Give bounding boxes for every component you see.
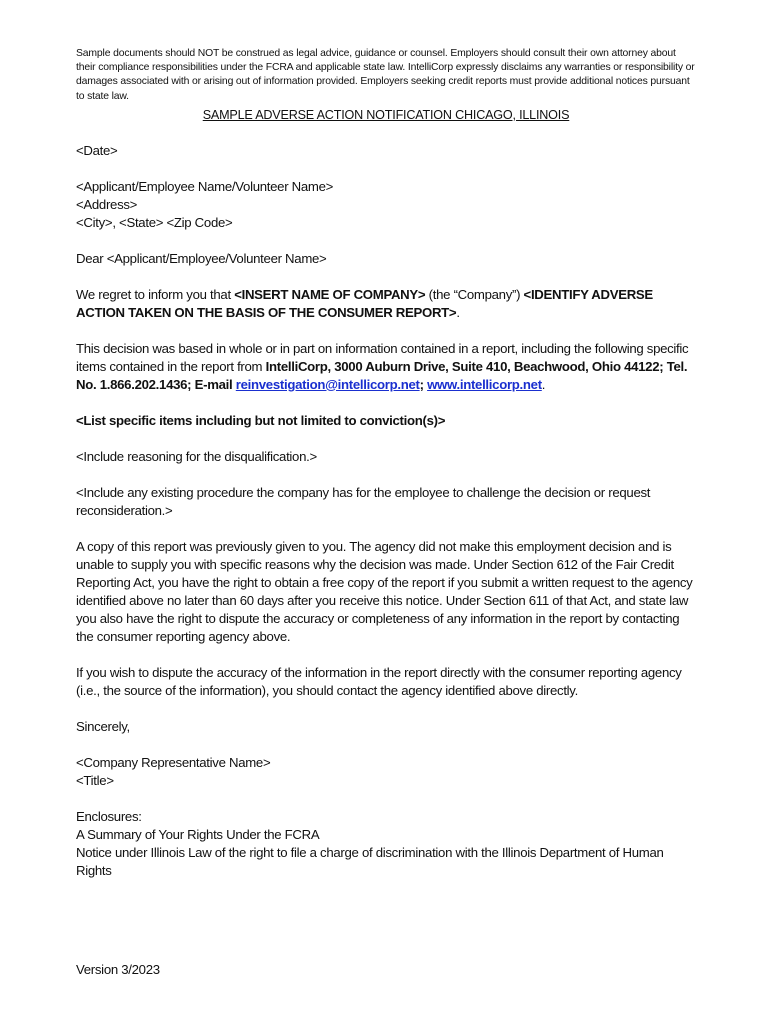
paragraph-regret xyxy=(76,286,696,322)
enclosure-item: A Summary of Your Rights Under the FCRA xyxy=(76,826,320,842)
salutation: Dear <Applicant/Employee/Volunteer Name> xyxy=(76,250,327,266)
website-link[interactable]: www.intellicorp.net xyxy=(427,376,542,392)
closing: Sincerely, xyxy=(76,718,130,734)
regret-pre: We regret to inform you that xyxy=(76,286,235,302)
disclaimer-text: Sample documents should NOT be construed as legal advice, guidance or counsel. Employers should consult their own attorney about their compliance responsibilities under the FCRA and applicable state law. IntelliCorp expressly disclaims any warranties or responsibility or damages associated with or arising out of information provided. Employers seeking credit reports must provide additional notices pursuant to state law. xyxy=(76,48,695,102)
letter-body xyxy=(76,142,696,880)
representative-title: <Title> xyxy=(76,772,114,788)
representative-name: <Company Representative Name> xyxy=(76,754,271,770)
paragraph-decision xyxy=(76,340,696,394)
decision-post: . xyxy=(541,376,546,392)
company-placeholder: <INSERT NAME OF COMPANY> xyxy=(234,286,426,302)
recipient-city-line: <City>, <State> <Zip Code> xyxy=(76,214,233,230)
adverse-action-placeholder: <IDENTIFY ADVERSE ACTION TAKEN ON THE BASIS OF THE CONSUMER REPORT> xyxy=(76,286,653,320)
paragraph-copy-rights: A copy of this report was previously given to you. The agency did not make this employment decision and is unable to supply you with specific reasons why the decision was made. Under Section 612 of the Fair Credit Reporting Act, you have the right to obtain a free copy of the report if you submit a written request to the agency identified above no later than 60 days after you receive this notice. Under Section 611 of that Act, and state law you also have the right to dispute the accuracy or completeness of any information in the report by contacting the consumer reporting agency above. xyxy=(76,538,693,644)
paragraph-dispute: If you wish to dispute the accuracy of the information in the report directly with the consumer reporting agency (i.e., the source of the information), you should contact the agency identified above directly. xyxy=(76,664,682,698)
regret-post: . xyxy=(456,304,460,320)
link-separator: ; xyxy=(419,376,428,392)
recipient-address xyxy=(76,178,696,232)
version-footer: Version 3/2023 xyxy=(76,962,160,977)
decision-pre: This decision was based in whole or in part on information contained in a report, including the following specific items contained in the report from xyxy=(76,340,689,374)
enclosures-heading: Enclosures: xyxy=(76,808,142,824)
regret-mid: (the “Company”) xyxy=(425,286,524,302)
document-page xyxy=(76,47,696,880)
recipient-name: <Applicant/Employee Name/Volunteer Name> xyxy=(76,178,334,194)
date-placeholder: <Date> xyxy=(76,142,118,158)
enclosures xyxy=(76,808,696,880)
reasoning-placeholder: <Include reasoning for the disqualification.> xyxy=(76,448,317,464)
signature-block xyxy=(76,754,696,790)
procedure-placeholder: <Include any existing procedure the company has for the employee to challenge the decision or request reconsideration.> xyxy=(76,484,651,518)
recipient-street: <Address> xyxy=(76,196,138,212)
agency-contact: IntelliCorp, 3000 Auburn Drive, Suite 410, Beachwood, Ohio 44122; Tel. No. 1.866.202.1436; E-mail xyxy=(76,358,688,392)
email-link[interactable]: reinvestigation@intellicorp.net xyxy=(235,376,420,392)
enclosure-item: Notice under Illinois Law of the right to file a charge of discrimination with the Illinois Department of Human Rights xyxy=(76,844,664,878)
list-items-placeholder: <List specific items including but not limited to conviction(s)> xyxy=(76,412,446,428)
document-title: SAMPLE ADVERSE ACTION NOTIFICATION CHICAGO, ILLINOIS xyxy=(202,107,570,122)
